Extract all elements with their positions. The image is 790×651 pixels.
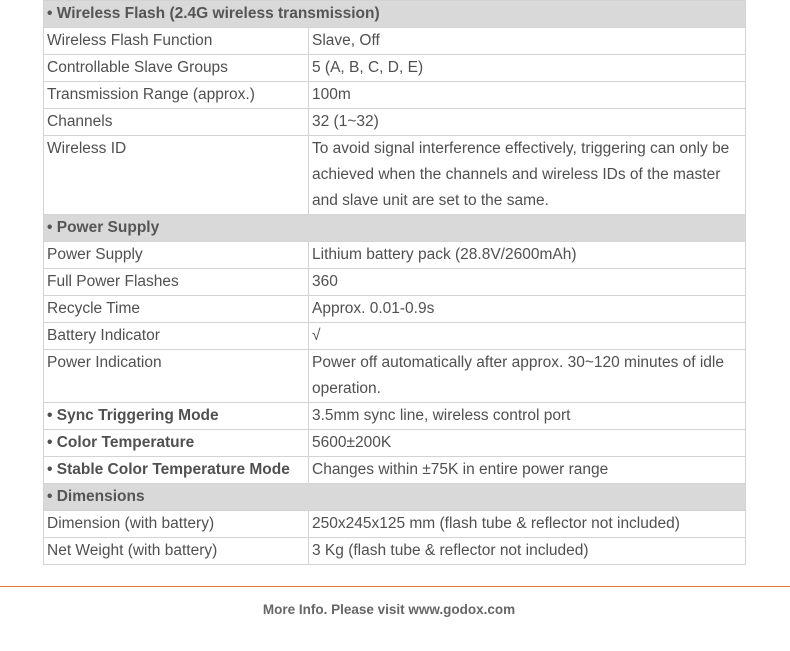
- spec-value: Power off automatically after approx. 30~120 minutes of idle operation.: [309, 350, 746, 403]
- spec-row: [44, 457, 746, 484]
- spec-value: Approx. 0.01-0.9s: [309, 296, 746, 323]
- spec-label: Recycle Time: [44, 296, 309, 323]
- spec-value: Lithium battery pack (28.8V/2600mAh): [309, 242, 746, 269]
- spec-label: • Stable Color Temperature Mode: [44, 457, 309, 484]
- spec-row: [44, 55, 746, 82]
- spec-value: 32 (1~32): [309, 109, 746, 136]
- spec-label: • Sync Triggering Mode: [44, 403, 309, 430]
- spec-label: Power Indication: [44, 350, 309, 403]
- footer-divider: [0, 586, 790, 587]
- spec-row: [44, 136, 746, 215]
- spec-value: Slave, Off: [309, 28, 746, 55]
- spec-row: [44, 430, 746, 457]
- spec-table: [43, 0, 746, 565]
- spec-label: Wireless ID: [44, 136, 309, 215]
- spec-row: [44, 350, 746, 403]
- spec-label: Wireless Flash Function: [44, 28, 309, 55]
- spec-label: Transmission Range (approx.): [44, 82, 309, 109]
- spec-value: 3.5mm sync line, wireless control port: [309, 403, 746, 430]
- spec-row: [44, 403, 746, 430]
- spec-value: Changes within ±75K in entire power range: [309, 457, 746, 484]
- spec-value: 100m: [309, 82, 746, 109]
- spec-row: [44, 269, 746, 296]
- spec-label: Dimension (with battery): [44, 511, 309, 538]
- spec-label: Power Supply: [44, 242, 309, 269]
- spec-label: Battery Indicator: [44, 323, 309, 350]
- spec-row: [44, 538, 746, 565]
- spec-value: To avoid signal interference effectively, triggering can only be achieved when the channels and wireless IDs of the master and slave unit are set to the same.: [309, 136, 746, 215]
- spec-value: 360: [309, 269, 746, 296]
- spec-value: √: [309, 323, 746, 350]
- spec-value: 3 Kg (flash tube & reflector not included): [309, 538, 746, 565]
- spec-row: [44, 82, 746, 109]
- spec-row: [44, 28, 746, 55]
- section-header-dimensions: [44, 484, 746, 511]
- spec-value: 5600±200K: [309, 430, 746, 457]
- section-title: • Power Supply: [44, 215, 746, 242]
- section-header-power: [44, 215, 746, 242]
- spec-row: [44, 296, 746, 323]
- spec-value: 250x245x125 mm (flash tube & reflector not included): [309, 511, 746, 538]
- spec-label: Controllable Slave Groups: [44, 55, 309, 82]
- spec-value: 5 (A, B, C, D, E): [309, 55, 746, 82]
- section-header-wireless: [44, 1, 746, 28]
- section-title: • Dimensions: [44, 484, 746, 511]
- spec-label: • Color Temperature: [44, 430, 309, 457]
- section-title: • Wireless Flash (2.4G wireless transmission): [44, 1, 746, 28]
- spec-row: [44, 323, 746, 350]
- spec-label: Full Power Flashes: [44, 269, 309, 296]
- spec-label: Net Weight (with battery): [44, 538, 309, 565]
- footer-link-text[interactable]: More Info. Please visit www.godox.com: [262, 602, 516, 617]
- spec-row: [44, 242, 746, 269]
- spec-label: Channels: [44, 109, 309, 136]
- spec-row: [44, 109, 746, 136]
- spec-row: [44, 511, 746, 538]
